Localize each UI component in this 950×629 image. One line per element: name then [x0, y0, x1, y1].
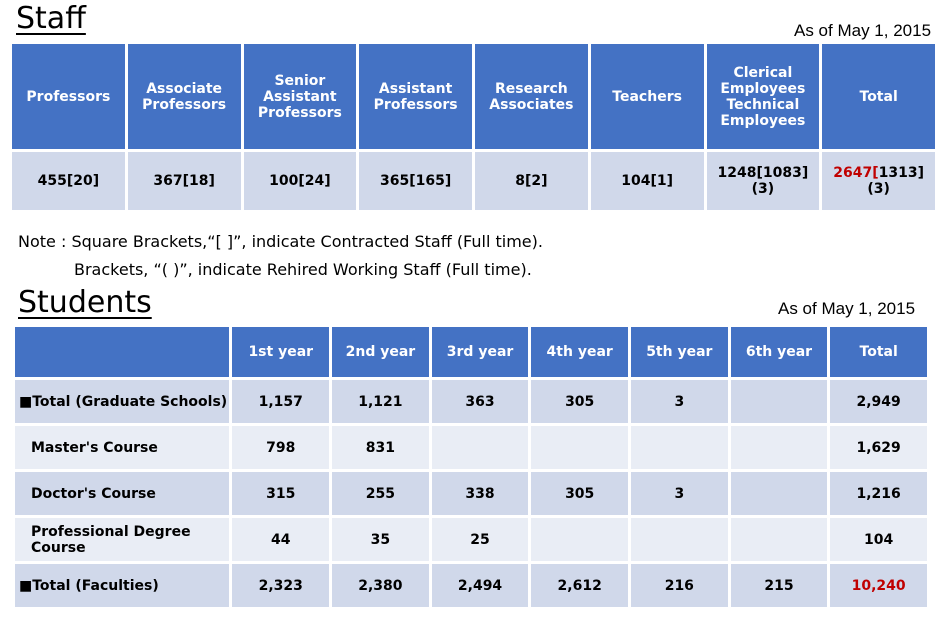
cell: 44	[232, 518, 329, 561]
table-row	[15, 564, 927, 607]
cell-total: 1,216	[830, 472, 927, 515]
cell: 2,323	[232, 564, 329, 607]
staff-header-total: Total	[822, 44, 935, 149]
cell: 315	[232, 472, 329, 515]
cell: 35	[332, 518, 429, 561]
cell	[731, 472, 828, 515]
staff-total-main: 2647[	[833, 165, 879, 181]
staff-value-senior-assistant: 100[24]	[244, 152, 357, 210]
note-line-1: Note : Square Brackets,“[ ]”, indicate Contracted Staff (Full time).	[18, 232, 543, 251]
cell: 215	[731, 564, 828, 607]
cell: 3	[631, 472, 728, 515]
students-header-6th: 6th year	[731, 327, 828, 377]
cell-total: 10,240	[830, 564, 927, 607]
students-table	[12, 324, 930, 610]
cell: 305	[531, 380, 628, 423]
staff-header-professors: Professors	[12, 44, 125, 149]
students-header-2nd: 2nd year	[332, 327, 429, 377]
cell: 798	[232, 426, 329, 469]
table-row	[15, 472, 927, 515]
cell: 3	[631, 380, 728, 423]
staff-total-rest: 1313](3)	[867, 165, 924, 197]
staff-header-senior-assistant: Senior Assistant Professors	[244, 44, 357, 149]
students-title: Students	[18, 285, 152, 320]
staff-header-research: Research Associates	[475, 44, 588, 149]
staff-header-clerical: Clerical Employees Technical Employees	[707, 44, 820, 149]
cell	[731, 518, 828, 561]
row-label: ■Total (Graduate Schools)	[15, 380, 229, 423]
cell-total: 2,949	[830, 380, 927, 423]
cell: 1,121	[332, 380, 429, 423]
students-header-3rd: 3rd year	[432, 327, 529, 377]
cell	[731, 426, 828, 469]
students-header-1st: 1st year	[232, 327, 329, 377]
cell: 338	[432, 472, 529, 515]
students-header-blank	[15, 327, 229, 377]
cell: 2,612	[531, 564, 628, 607]
cell: 2,494	[432, 564, 529, 607]
students-header-4th: 4th year	[531, 327, 628, 377]
row-label: ■Total (Faculties)	[15, 564, 229, 607]
cell	[631, 426, 728, 469]
students-header-total: Total	[830, 327, 927, 377]
staff-value-professors: 455[20]	[12, 152, 125, 210]
cell: 305	[531, 472, 628, 515]
staff-value-teachers: 104[1]	[591, 152, 704, 210]
staff-table	[9, 41, 938, 213]
cell	[531, 518, 628, 561]
cell: 216	[631, 564, 728, 607]
cell: 1,157	[232, 380, 329, 423]
cell: 363	[432, 380, 529, 423]
cell	[531, 426, 628, 469]
cell: 831	[332, 426, 429, 469]
table-row	[15, 426, 927, 469]
cell: 255	[332, 472, 429, 515]
cell-total: 1,629	[830, 426, 927, 469]
staff-value-assistant: 365[165]	[359, 152, 472, 210]
cell	[631, 518, 728, 561]
staff-header-teachers: Teachers	[591, 44, 704, 149]
note-line-2: Brackets, “( )”, indicate Rehired Working Staff (Full time).	[74, 260, 532, 279]
staff-title: Staff	[16, 1, 86, 36]
staff-header-assistant: Assistant Professors	[359, 44, 472, 149]
cell	[731, 380, 828, 423]
cell: 25	[432, 518, 529, 561]
staff-value-clerical: 1248[1083](3)	[707, 152, 820, 210]
staff-value-total	[822, 152, 935, 210]
row-label: Master's Course	[15, 426, 229, 469]
cell	[432, 426, 529, 469]
staff-value-research: 8[2]	[475, 152, 588, 210]
row-label: Professional Degree Course	[15, 518, 229, 561]
staff-header-associate: Associate Professors	[128, 44, 241, 149]
staff-as-of: As of May 1, 2015	[794, 21, 932, 40]
staff-value-associate: 367[18]	[128, 152, 241, 210]
table-row	[15, 380, 927, 423]
students-as-of: As of May 1, 2015	[778, 299, 916, 318]
cell: 2,380	[332, 564, 429, 607]
row-label: Doctor's Course	[15, 472, 229, 515]
cell-total: 104	[830, 518, 927, 561]
students-header-5th: 5th year	[631, 327, 728, 377]
table-row	[15, 518, 927, 561]
